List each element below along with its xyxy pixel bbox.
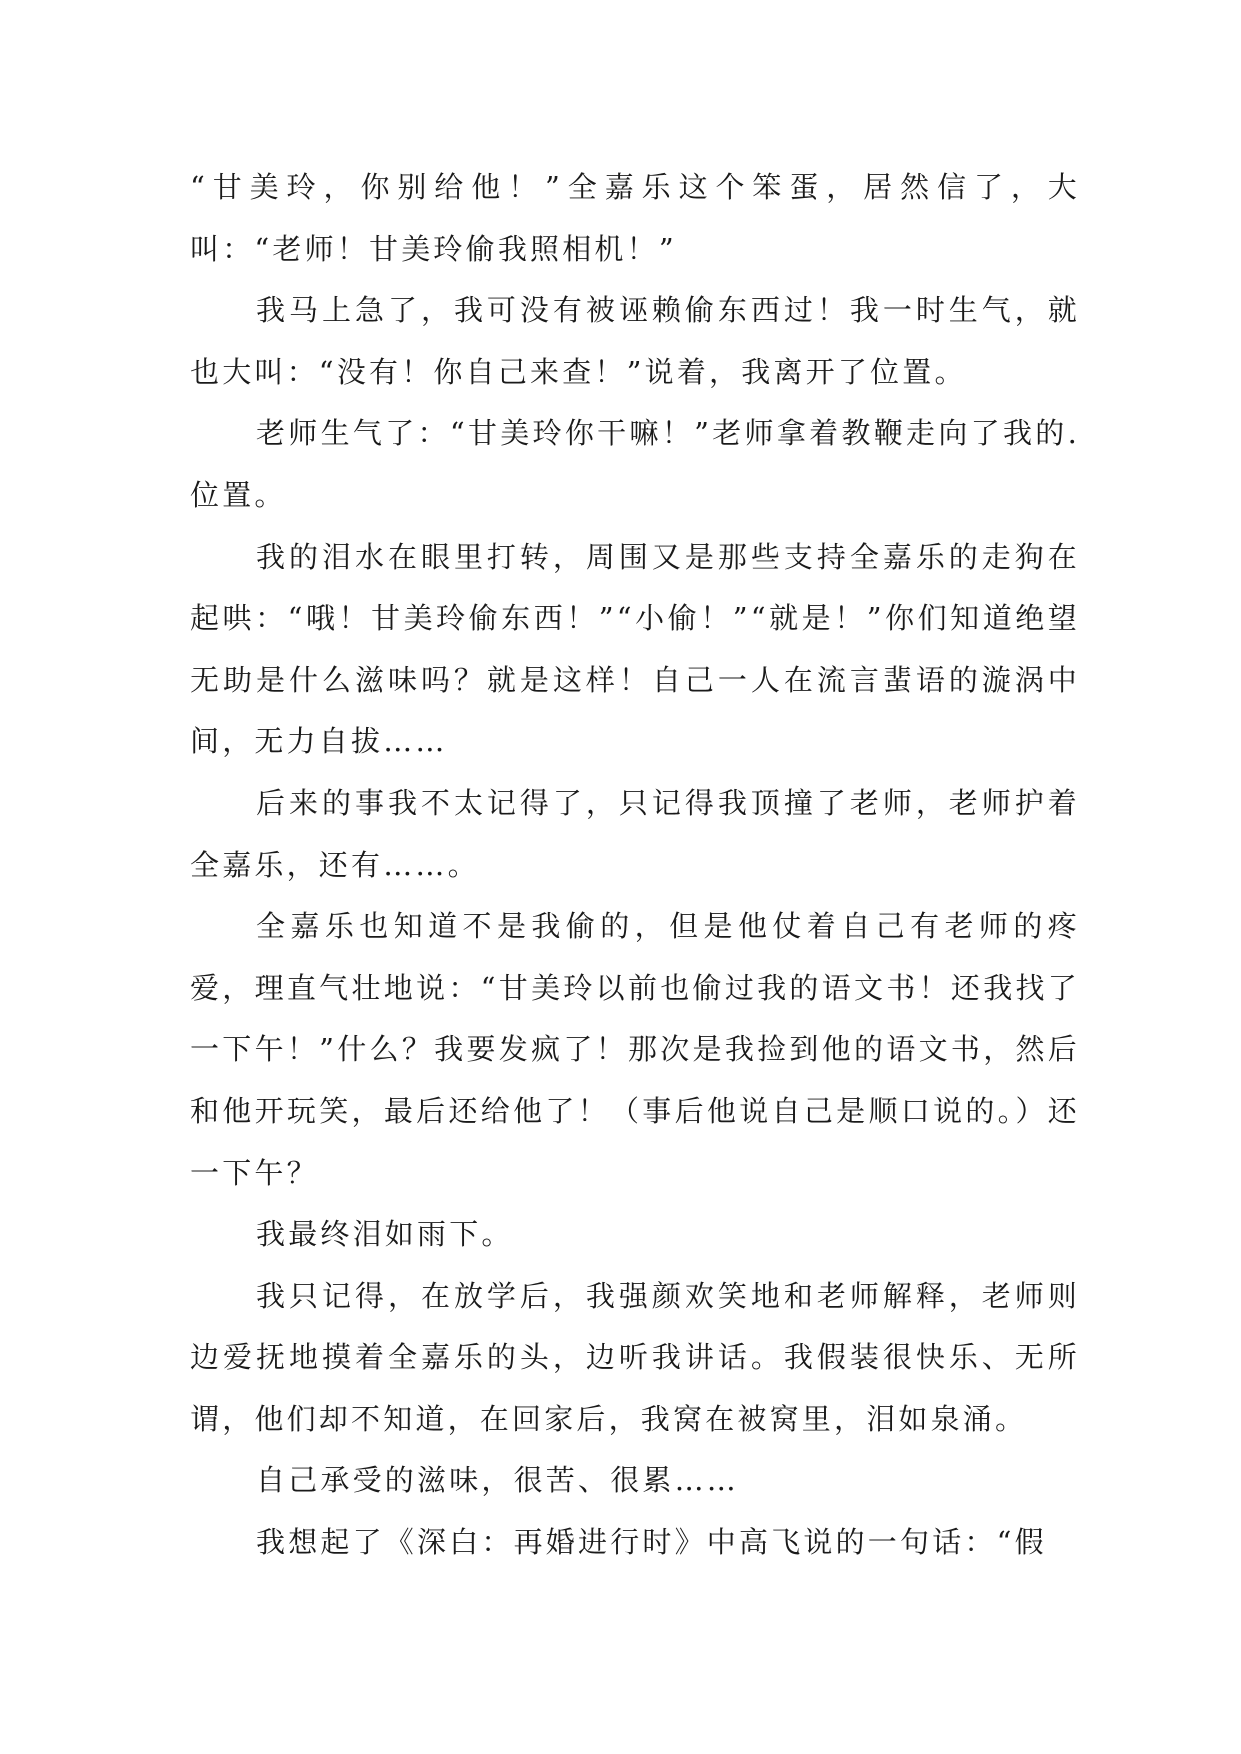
paragraph-6: 全嘉乐也知道不是我偷的，但是他仗着自己有老师的疼爱，理直气壮地说：“甘美玲以前也偷过我的语文书！还我找了一下午！”什么？我要发疯了！那次是我捡到他的语文书，然后和他开玩笑，最后还给他了！（事后他说自己是顺口说的。）还一下午？ xyxy=(190,909,1080,1190)
paragraph-3: 老师生气了：“甘美玲你干嘛！”老师拿着教鞭走向了我的.位置。 xyxy=(190,416,1080,512)
paragraph-2: 我马上急了，我可没有被诬赖偷东西过！我一时生气，就也大叫：“没有！你自己来查！”说着，我离开了位置。 xyxy=(190,293,1080,389)
paragraph-1: “甘美玲，你别给他！”全嘉乐这个笨蛋，居然信了，大叫：“老师！甘美玲偷我照相机！” xyxy=(190,170,1080,266)
paragraph-5: 后来的事我不太记得了，只记得我顶撞了老师，老师护着全嘉乐，还有……。 xyxy=(190,785,1080,882)
paragraph-9: 自己承受的滋味，很苦、很累…… xyxy=(256,1463,740,1498)
paragraph-4: 我的泪水在眼里打转，周围又是那些支持全嘉乐的走狗在起哄：“哦！甘美玲偷东西！”“小偷！”“就是！”你们知道绝望无助是什么滋味吗？就是这样！自己一人在流言蜚语的漩涡中间，无力自拔…… xyxy=(190,539,1080,759)
body-text xyxy=(190,157,1080,1574)
paragraph-8: 我只记得，在放学后，我强颜欢笑地和老师解释，老师则边爱抚地摸着全嘉乐的头，边听我讲话。我假装很快乐、无所谓，他们却不知道，在回家后，我窝在被窝里，泪如泉涌。 xyxy=(190,1278,1080,1436)
paragraph-10: 我想起了《深白：再婚进行时》中高飞说的一句话：“假 xyxy=(256,1525,1047,1560)
paragraph-7: 我最终泪如雨下。 xyxy=(256,1217,514,1252)
